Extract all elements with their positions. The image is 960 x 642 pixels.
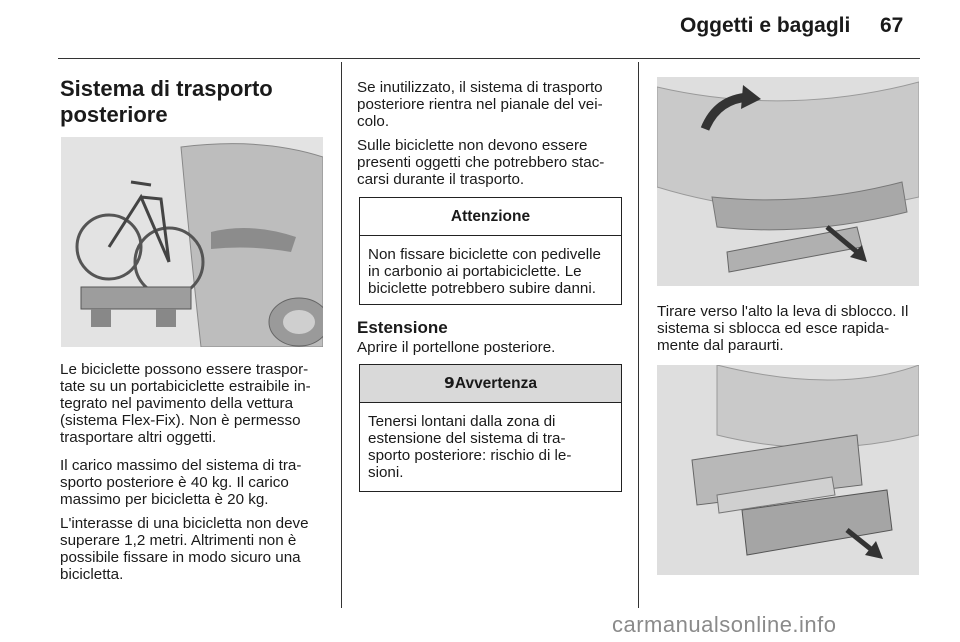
text-line: Sulle biciclette non devono essere — [357, 137, 588, 154]
text-line: in carbonio ai portabiciclette. Le — [368, 263, 582, 280]
text-line: tegrato nel pavimento della vettura — [60, 395, 294, 412]
text-line: Tirare verso l'alto la leva di sblocco. Il — [657, 303, 909, 320]
text-line: Tenersi lontani dalla zona di — [368, 413, 556, 430]
text-line: Se inutilizzato, il sistema di trasporto — [357, 79, 603, 96]
intro-paragraph — [60, 361, 336, 446]
caution-box — [359, 197, 622, 305]
running-header-title: Oggetti e bagagli — [680, 14, 851, 37]
text-line: estensione del sistema di tra- — [368, 430, 566, 447]
warning-triangle-icon: 9 — [444, 374, 455, 392]
unused-retract-paragraph — [357, 79, 627, 130]
watermark: carmanualsonline.info — [612, 612, 837, 637]
text-line: mente dal paraurti. — [657, 337, 784, 354]
text-line: massimo per bicicletta è 20 kg. — [60, 491, 269, 508]
text-line: Il carico massimo del sistema di tra- — [60, 457, 302, 474]
release-lever-illustration — [657, 77, 919, 286]
text-line: sporto posteriore: rischio di le- — [368, 447, 572, 464]
text-line: colo. — [357, 113, 390, 130]
open-tailgate-paragraph: Aprire il portellone posteriore. — [357, 339, 556, 356]
text-line: trasportare altri oggetti. — [60, 429, 217, 446]
text-line: (sistema Flex-Fix). Non è permesso — [60, 412, 301, 429]
wheelbase-paragraph — [60, 515, 336, 583]
text-line: biciclette potrebbero subire danni. — [368, 280, 596, 297]
extended-carrier-illustration — [657, 365, 919, 575]
extended-carrier-drawing — [657, 365, 919, 575]
section-title-line-2: posteriore — [60, 102, 168, 127]
text-line: superare 1,2 metri. Altrimenti non è — [60, 532, 297, 549]
header-divider — [58, 58, 920, 59]
column-divider-right — [638, 62, 639, 608]
section-title-line-1: Sistema di trasporto — [60, 76, 273, 101]
warning-body — [360, 403, 621, 489]
warning-box — [359, 364, 622, 492]
release-lever-drawing — [657, 77, 919, 286]
text-line: Le biciclette possono essere traspor- — [60, 361, 309, 378]
text-line: possibile fissare in modo sicuro una — [60, 549, 301, 566]
text-line: sistema si sblocca ed esce rapida- — [657, 320, 890, 337]
text-line: tate su un portabiciclette estraibile in- — [60, 378, 311, 395]
text-line: bicicletta. — [60, 566, 124, 583]
subheading-estensione: Estensione — [357, 318, 448, 337]
text-line: sioni. — [368, 464, 404, 481]
caution-body — [360, 236, 621, 305]
text-line: sporto posteriore è 40 kg. Il carico — [60, 474, 289, 491]
column-divider-left — [341, 62, 342, 608]
bike-carrier-illustration — [61, 137, 323, 347]
release-lever-paragraph — [657, 303, 927, 354]
text-line: L'interasse di una bicicletta non deve — [60, 515, 309, 532]
no-loose-objects-paragraph — [357, 137, 627, 188]
caution-title: Attenzione — [360, 198, 621, 236]
section-title — [60, 76, 330, 128]
bike-carrier-drawing — [61, 137, 323, 347]
warning-title: Avvertenza — [454, 375, 537, 392]
text-line: posteriore rientra nel pianale del vei- — [357, 96, 603, 113]
max-load-paragraph — [60, 457, 336, 508]
text-line: Non fissare biciclette con pedivelle — [368, 246, 601, 263]
warning-title-bar — [360, 365, 621, 403]
page-number: 67 — [880, 14, 904, 37]
text-line: carsi durante il trasporto. — [357, 171, 525, 188]
text-line: presenti oggetti che potrebbero stac- — [357, 154, 605, 171]
